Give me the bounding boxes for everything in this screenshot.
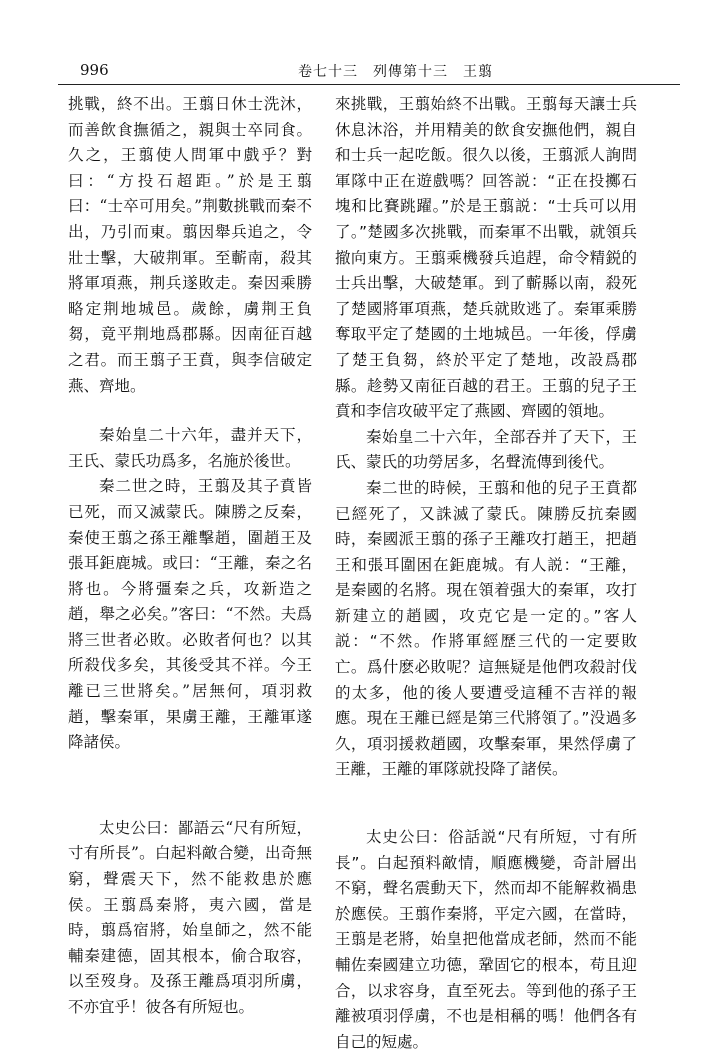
classical-paragraph-2: 秦始皇二十六年，盡并天下，王氏、蒙氏功爲多，名施於後世。 — [68, 426, 312, 470]
header-rule — [58, 84, 680, 85]
translation-paragraph-4: 太史公曰：俗話説“尺有所短，寸有所長”。白起預料敵情，順應機變，奇計層出不窮，聲名震動天下，然而却不能解救禍患於應侯。王翦作秦將，平定六國，在當時，王翦是老將，始皇把他當成老師，然而不能輔佐秦國建立功德，鞏固它的根本，苟且迎合，以求容身，直至死去。等到他的孫子王離被項羽俘虜，不也是相稱的嗎！他們各有自己的短處。 — [335, 828, 637, 1051]
translation-text-column — [335, 92, 637, 1055]
running-head: 卷七十三 列傳第十三 王翦 — [298, 64, 493, 80]
classical-paragraph-4: 太史公曰：鄙語云“尺有所短，寸有所長”。白起料敵合變，出奇無窮，聲震天下，然不能救患於應侯。王翦爲秦將，夷六國，當是時，翦爲宿將，始皇師之，然不能輔秦建德，固其根本，偷合取容，以至歿身。及孫王離爲項羽所虜，不亦宜乎！彼各有所短也。 — [68, 818, 312, 1016]
translation-paragraph-1: 來挑戰，王翦始終不出戰。王翦每天讓士兵休息沐浴，并用精美的飲食安撫他們，親自和士兵一起吃飯。很久以後，王翦派人詢問軍隊中正在遊戲嗎？回答説：“正在投擲石塊和比賽跳躍。”於是王翦説：“士兵可以用了。”楚國多次挑戰，而秦軍不出戰，就領兵撤向東方。王翦乘機發兵追趕，命令精鋭的士兵出擊，大破楚軍。到了蘄縣以南，殺死了楚國將軍項燕，楚兵就敗逃了。秦軍乘勝奪取平定了楚國的土地城邑。一年後，俘虜了楚王負芻，終於平定了楚地，改設爲郡縣。趁勢又南征百越的君王。王翦的兒子王賁和李信攻破平定了燕國、齊國的領地。 — [335, 95, 637, 421]
page-header — [58, 59, 678, 83]
classical-paragraph-1: 挑戰，終不出。王翦日休士洗沐，而善飲食撫循之，親與士卒同食。久之，王翦使人問軍中戲乎？對曰：“方投石超距。”於是王翦曰：“士卒可用矣。”荆數挑戰而秦不出，乃引而東。翦因舉兵追之，令壯士擊，大破荆軍。至蘄南，殺其將軍項燕，荆兵遂敗走。秦因乘勝略定荆地城邑。歲餘，虜荆王負芻，竟平荆地爲郡縣。因南征百越之君。而王翦子王賁，與李信破定燕、齊地。 — [68, 95, 312, 395]
page-number: 996 — [80, 61, 109, 79]
classical-text-column — [68, 92, 312, 1021]
classical-paragraph-3: 秦二世之時，王翦及其子賁皆已死，而又滅蒙氏。陳勝之反秦，秦使王翦之孫王離擊趙，圍趙王及張耳鉅鹿城。或曰：“王離，秦之名將也。今將彊秦之兵，攻新造之趙，舉之必矣。”客曰：“不然。夫爲將三世者必敗。必敗者何也？以其所殺伐多矣，其後受其不祥。今王離已三世將矣。”居無何，項羽救趙，擊秦軍，果虜王離，王離軍遂降諸侯。 — [68, 477, 312, 752]
translation-paragraph-3: 秦二世的時候，王翦和他的兒子王賁都已經死了，又誅滅了蒙氏。陳勝反抗秦國時，秦國派王翦的孫子王離攻打趙王，把趙王和張耳圍困在鉅鹿城。有人説：“王離，是秦國的名將。現在領着强大的秦軍，攻打新建立的趙國，攻克它是一定的。”客人説：“不然。作將軍經歷三代的一定要敗亡。爲什麽必敗呢？這無疑是他們攻殺討伐的太多，他的後人要遭受這種不吉祥的報應。現在王離已經是第三代將領了。”没過多久，項羽援救趙國，攻擊秦軍，果然俘虜了王離，王離的軍隊就投降了諸侯。 — [335, 478, 637, 779]
translation-paragraph-2: 秦始皇二十六年，全部吞并了天下，王氏、蒙氏的功勞居多，名聲流傳到後代。 — [335, 427, 637, 472]
